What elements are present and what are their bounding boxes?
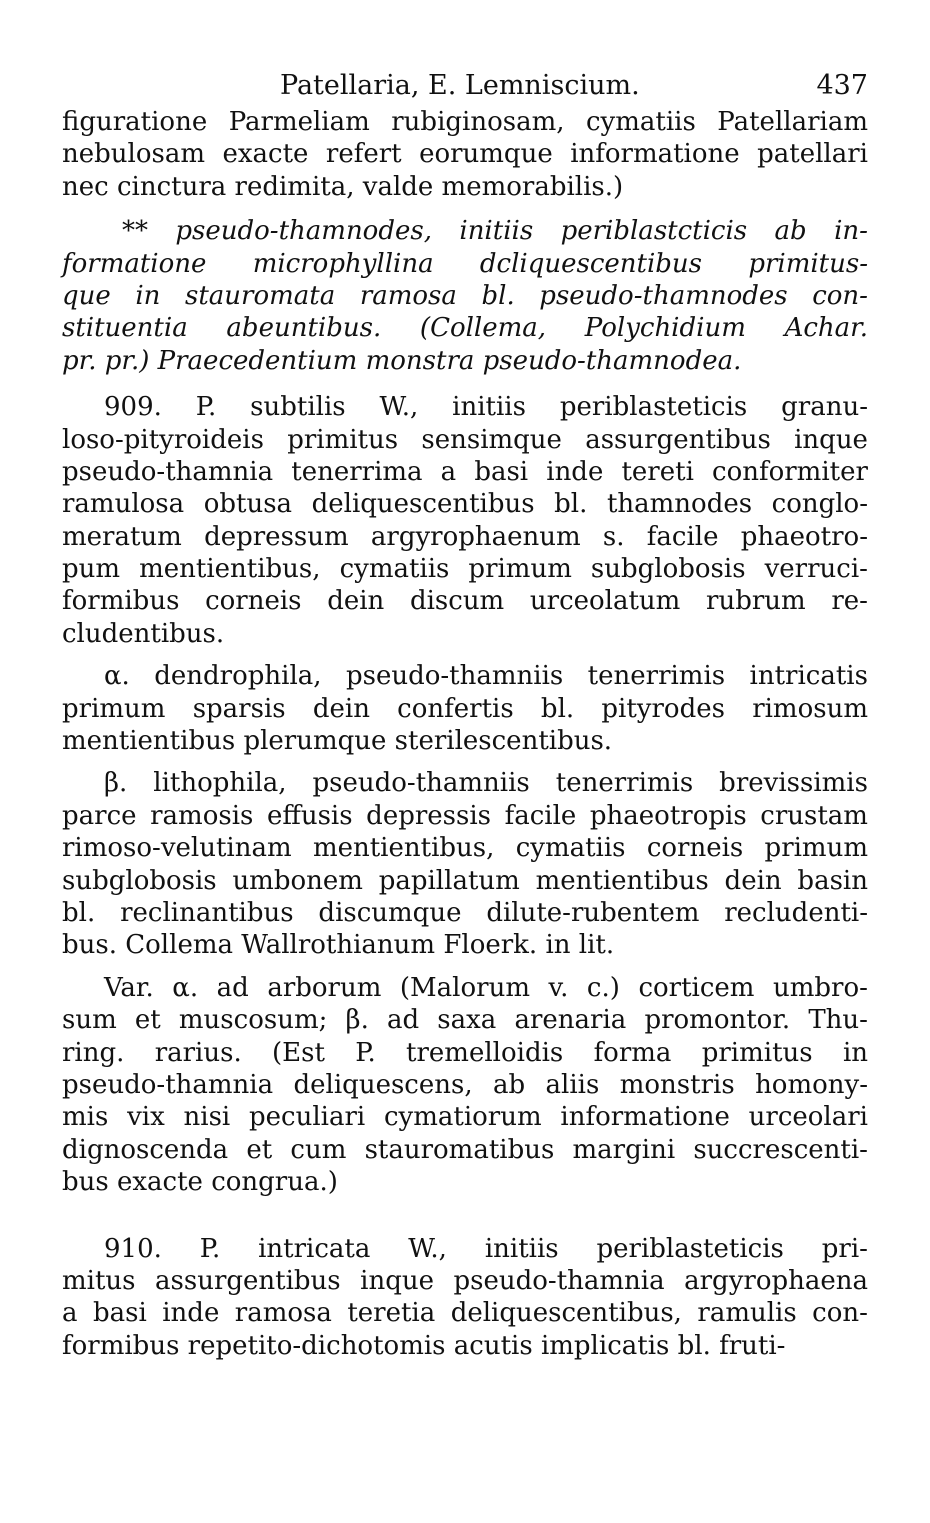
word: re- — [831, 586, 868, 617]
word: saxa — [437, 1005, 497, 1036]
word: ramulis — [697, 1298, 797, 1329]
word: primum — [62, 693, 166, 724]
text-line: bus. Collema Wallrothianum Floerk. in lit. — [62, 930, 615, 961]
word: meratum — [62, 521, 182, 552]
word: cymatiis — [515, 833, 626, 864]
word: Var. — [104, 972, 154, 1003]
text-line — [62, 897, 868, 929]
text-line — [62, 660, 868, 692]
word: con- — [812, 280, 868, 311]
word: W., — [379, 392, 419, 423]
paragraph-p3 — [62, 391, 868, 650]
word: ad — [216, 972, 249, 1003]
text-line: cludentibus. — [62, 618, 225, 649]
word: teretia — [347, 1298, 436, 1329]
word: cymatiorum — [383, 1102, 542, 1133]
text-line — [62, 1004, 868, 1036]
paragraph-gap — [62, 650, 868, 660]
word: initiis — [459, 216, 534, 247]
word: rimoso-velutinam — [62, 833, 292, 864]
text-line — [62, 488, 868, 520]
word: umbonem — [232, 865, 363, 896]
word: subtilis — [250, 392, 346, 423]
word: deliquescens, — [293, 1069, 473, 1100]
word: periblasteticis — [559, 392, 748, 423]
text-line: mentientibus plerumque sterilescentibus. — [62, 726, 613, 757]
word: microphyllina — [252, 248, 434, 279]
word: effusis — [266, 800, 353, 831]
word: stituentia — [62, 313, 188, 344]
word: et — [246, 1134, 273, 1165]
paragraph-gap — [62, 962, 868, 972]
word: tereti — [621, 456, 694, 487]
word: Thu- — [808, 1005, 868, 1036]
text-line: bus exacte congrua.) — [62, 1167, 338, 1198]
word: bl. — [62, 897, 96, 928]
word: confertis — [397, 693, 514, 724]
word: phaeotropis — [589, 800, 747, 831]
paragraph-gap — [62, 757, 868, 767]
word: granu- — [781, 392, 868, 423]
word: refert — [325, 139, 402, 170]
word: discumque — [318, 897, 462, 928]
word: umbro- — [772, 972, 868, 1003]
word: obtusa — [203, 489, 293, 520]
word: mentientibus, — [139, 554, 321, 585]
word: ramosis — [150, 800, 254, 831]
word: tenerrima — [291, 456, 423, 487]
text-line — [62, 553, 868, 585]
word: ramosa — [234, 1298, 332, 1329]
word: Patellariam — [717, 107, 868, 137]
word: et — [134, 1005, 161, 1036]
word: discum — [409, 586, 505, 617]
word: bl. — [481, 280, 515, 311]
word: deliquescentibus, — [450, 1298, 682, 1329]
text-line — [62, 972, 868, 1004]
text-line — [62, 1069, 868, 1101]
word: rubrum — [706, 586, 806, 617]
word: crustam — [760, 800, 868, 831]
word: P. — [199, 1233, 221, 1264]
word: corneis — [205, 586, 302, 617]
word: dein — [312, 693, 370, 724]
word: promontor. — [644, 1005, 791, 1036]
text-line — [62, 1134, 868, 1166]
word: 910. — [104, 1233, 162, 1264]
word: urceolari — [748, 1102, 868, 1133]
word: mentientibus — [535, 865, 709, 896]
text-line — [62, 106, 868, 138]
word: patellari — [757, 139, 868, 170]
word: primitus- — [748, 248, 868, 279]
word: conformiter — [712, 456, 868, 487]
word: subglobosis — [62, 865, 217, 896]
word: arenaria — [514, 1005, 627, 1036]
word: reclinantibus — [120, 897, 294, 928]
word: muscosum; — [178, 1005, 328, 1036]
word: pseudo-thamnodes — [539, 280, 788, 311]
word: initiis — [484, 1233, 559, 1264]
word: tenerrimis — [587, 661, 726, 692]
word: 909. — [104, 392, 162, 423]
paragraph-p5 — [62, 767, 868, 961]
word: inde — [162, 1298, 220, 1329]
word: primitus — [701, 1037, 813, 1068]
text-line — [62, 391, 868, 423]
word: urceolatum — [529, 586, 681, 617]
word: pseudo-thamnia — [62, 456, 274, 487]
text-line — [62, 1265, 868, 1297]
word: in- — [834, 216, 868, 247]
word: homony- — [755, 1069, 868, 1100]
word: Achar. — [784, 313, 868, 344]
word: sparsis — [192, 693, 286, 724]
word: s. — [602, 521, 625, 552]
text-line — [62, 456, 868, 488]
word: pseudo-thamnia — [62, 1069, 274, 1100]
word: deliquescentibus — [311, 489, 535, 520]
word: in — [842, 1037, 868, 1068]
word: brevissimis — [719, 768, 868, 799]
text-line — [62, 1101, 868, 1133]
text-line: nec cinctura redimita, valde memorabilis.) — [62, 171, 624, 202]
word: stauromatibus — [364, 1134, 555, 1165]
word: facile — [504, 800, 577, 831]
word: papillatum — [378, 865, 520, 896]
word: mentientibus, — [312, 833, 495, 864]
word: recludenti- — [724, 897, 868, 928]
word: abeuntibus. — [226, 313, 382, 344]
text-line — [62, 767, 868, 799]
word: bl. — [540, 693, 575, 724]
word: ramosa — [359, 280, 457, 311]
word: inque — [794, 424, 868, 455]
running-title: Patellaria, E. Lemniscium. — [280, 70, 640, 101]
word: mitus — [62, 1265, 136, 1296]
word: primitus — [287, 424, 399, 455]
word: corneis — [646, 833, 744, 864]
word: ring. — [62, 1037, 125, 1068]
page-header — [62, 60, 868, 106]
word: (Malorum — [399, 972, 530, 1003]
text-line — [62, 800, 868, 832]
text-line — [62, 1297, 868, 1329]
text-line — [62, 138, 868, 170]
word: W., — [408, 1233, 447, 1264]
word: nebulosam — [62, 139, 205, 170]
text-line — [62, 521, 868, 553]
word: pseudo-thamniis — [345, 661, 564, 692]
word: peculiari — [249, 1102, 366, 1133]
word: ab — [774, 216, 807, 247]
word: periblasteticis — [596, 1233, 784, 1264]
text-line — [62, 1037, 868, 1069]
word: ramulosa — [62, 489, 185, 520]
word: assurgentibus — [155, 1265, 341, 1296]
word: periblastcticis — [560, 216, 748, 247]
paragraph-p4 — [62, 660, 868, 757]
word: argyrophaenum — [370, 521, 581, 552]
word: rubiginosam, — [391, 107, 565, 137]
paragraph-p7 — [62, 1233, 868, 1363]
word: bl. — [554, 489, 588, 520]
word: mis — [62, 1102, 109, 1133]
word: loso-pityroideis — [62, 424, 264, 455]
word: a — [62, 1298, 78, 1329]
word: pseudo-thamniis — [312, 768, 530, 799]
word: c.) — [586, 972, 620, 1003]
word: (Collema, — [419, 313, 547, 344]
word: pri- — [821, 1233, 868, 1264]
word: rarius. — [154, 1037, 242, 1068]
text-line — [62, 832, 868, 864]
word: figuratione — [62, 107, 208, 137]
word: primum — [468, 554, 572, 585]
word: argyrophaena — [684, 1265, 868, 1296]
word: rimosum — [752, 693, 868, 724]
word: ad — [386, 1005, 420, 1036]
word: Parmeliam — [228, 107, 370, 137]
word: tremelloidis — [406, 1037, 564, 1068]
word: basi — [474, 456, 529, 487]
paragraph-gap — [62, 1199, 868, 1233]
word: succrescenti- — [693, 1134, 868, 1165]
text-line — [62, 312, 868, 344]
word: arborum — [267, 972, 382, 1003]
word: stauromata — [185, 280, 336, 311]
word: subglobosis — [590, 554, 746, 585]
word: margini — [572, 1134, 676, 1165]
word: phaeotro- — [740, 521, 868, 552]
page-number: 437 — [816, 70, 868, 101]
text-line — [62, 585, 868, 617]
word: conglo- — [771, 489, 868, 520]
text-line — [62, 280, 868, 312]
word: cum — [290, 1134, 347, 1165]
page-body — [62, 106, 868, 1362]
word: primum — [764, 833, 868, 864]
paragraph-p6 — [62, 972, 868, 1199]
word: Polychidium — [584, 313, 746, 344]
paragraph-p1 — [62, 106, 868, 203]
word: informatione — [560, 1102, 730, 1133]
word: dein — [327, 586, 385, 617]
word: P. — [355, 1037, 376, 1068]
word: formibus — [62, 586, 180, 617]
word: α. — [172, 972, 199, 1003]
word: formatione — [62, 248, 207, 279]
word: pseudo-thamnia — [453, 1265, 665, 1296]
word: (Est — [272, 1037, 325, 1068]
word: initiis — [452, 392, 526, 423]
word: ** — [122, 216, 148, 247]
word: in — [135, 280, 161, 311]
word: v. — [548, 972, 569, 1003]
word: eorumque — [419, 139, 553, 170]
word: vix — [127, 1102, 165, 1133]
paragraph-gap — [62, 203, 868, 215]
word: α. — [104, 661, 130, 692]
word: thamnodes — [606, 489, 753, 520]
word: exacte — [222, 139, 309, 170]
word: ab — [493, 1069, 526, 1100]
text-line — [62, 248, 868, 280]
word: β. — [345, 1005, 369, 1036]
word: inde — [546, 456, 604, 487]
text-line: formibus repetito-dichotomis acutis implicatis bl. fruti- — [62, 1330, 786, 1361]
text-line — [62, 865, 868, 897]
word: pityrodes — [601, 693, 725, 724]
word: intricatis — [749, 661, 868, 692]
text-line: pr. pr.) Praecedentium monstra pseudo-thamnodea. — [62, 345, 742, 376]
word: cymatiis — [585, 107, 696, 137]
text-line — [62, 215, 868, 247]
word: facile — [646, 521, 719, 552]
word: β. — [104, 768, 128, 799]
word: basi — [92, 1298, 147, 1329]
word: intricata — [258, 1233, 371, 1264]
word: corticem — [638, 972, 755, 1003]
word: sensimque — [421, 424, 562, 455]
word: P. — [195, 392, 217, 423]
word: assurgentibus — [585, 424, 771, 455]
word: dcliquescentibus — [479, 248, 703, 279]
word: forma — [593, 1037, 672, 1068]
text-line — [62, 424, 868, 456]
word: lithophila, — [153, 768, 287, 799]
word: dilute-rubentem — [486, 897, 700, 928]
word: pum — [62, 554, 121, 585]
word: sum — [62, 1005, 117, 1036]
paragraph-gap — [62, 377, 868, 391]
word: que — [62, 280, 111, 311]
word: tenerrimis — [555, 768, 694, 799]
word: cymatiis — [339, 554, 450, 585]
word: nisi — [183, 1102, 231, 1133]
text-line — [62, 1233, 868, 1265]
word: a — [440, 456, 457, 487]
word: inque — [360, 1265, 434, 1296]
word: monstris — [619, 1069, 735, 1100]
word: dein — [724, 865, 782, 896]
book-page — [62, 60, 868, 1362]
word: depressum — [204, 521, 349, 552]
paragraph-p2 — [62, 215, 868, 377]
word: pseudo-thamnodes, — [175, 216, 432, 247]
word: informatione — [570, 139, 740, 170]
word: basin — [797, 865, 868, 896]
word: aliis — [545, 1069, 600, 1100]
word: parce — [62, 800, 137, 831]
word: dendrophila, — [154, 661, 322, 692]
word: con- — [812, 1298, 868, 1329]
text-line — [62, 693, 868, 725]
word: depressis — [366, 800, 492, 831]
word: verruci- — [764, 554, 868, 585]
word: dignoscenda — [62, 1134, 229, 1165]
